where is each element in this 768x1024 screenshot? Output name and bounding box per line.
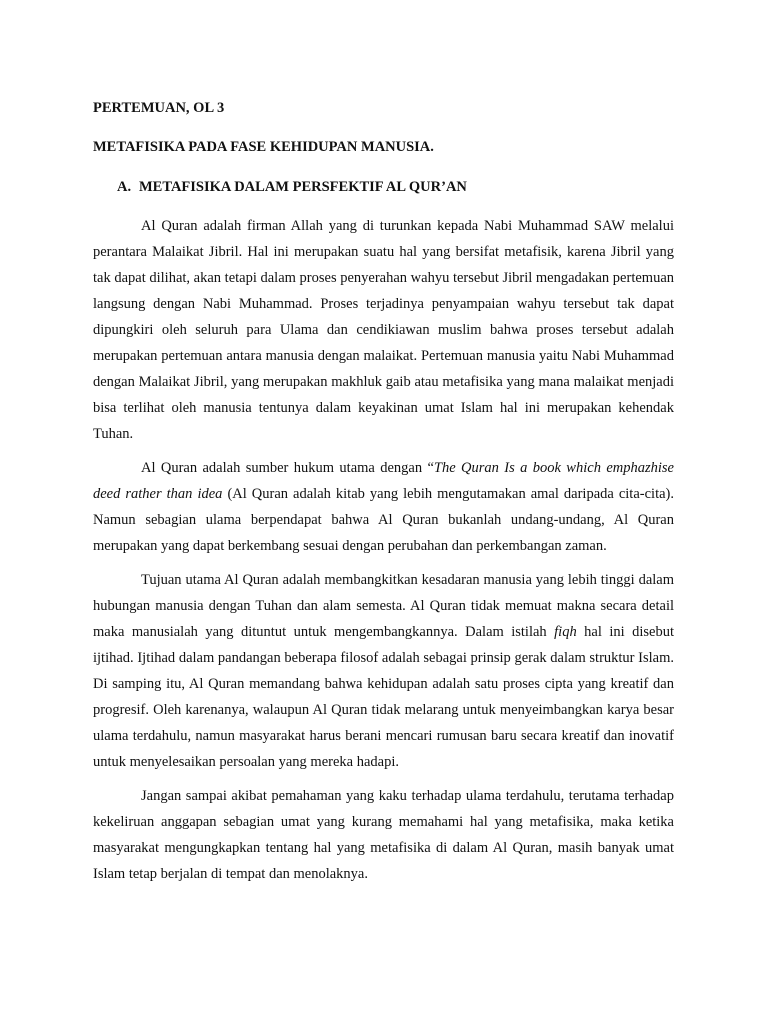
paragraph-3-rest: hal ini disebut ijtihad. Ijtihad dalam pandangan beberapa filosof adalah sebagai prinsip gerak dalam struktur Islam. Di samping itu, Al Quran memandang bahwa kehidupan adalah satu proses cipta yang kreatif dan progresif. Oleh karenanya, walaupun Al Quran tidak melarang untuk menyeimbangkan karya besar ulama terdahulu, namun masyarakat harus berani mencari rumusan baru secara kreatif dan inovatif untuk menyelesaikan persoalan yang mereka hadapi. — [93, 624, 674, 770]
document-title: METAFISIKA PADA FASE KEHIDUPAN MANUSIA. — [93, 139, 434, 155]
paragraph-1: Al Quran adalah firman Allah yang di turunkan kepada Nabi Muhammad SAW melalui perantara Malaikat Jibril. Hal ini merupakan suatu hal yang bersifat metafisik, karena Jibril yang tak dapat dilihat, akan tetapi dalam proses penyerahan wahyu tersebut Jibril mengadakan pertemuan langsung dengan Nabi Muhammad. Proses terjadinya penyampaian wahyu tersebut tak dapat dipungkiri oleh seluruh para Ulama dan cendikiawan muslim bahwa proses tersebut adalah merupakan pertemuan antara manusia dengan malaikat. Pertemuan manusia yaitu Nabi Muhammad dengan Malaikat Jibril, yang merupakan makhluk gaib atau metafisika yang mana malaikat menjadi bisa terlihat oleh manusia tentunya dalam keyakinan umat Islam hal ini merupakan kehendak Tuhan. — [93, 218, 674, 442]
section-heading — [93, 177, 674, 197]
meeting-label: PERTEMUAN, OL 3 — [93, 100, 225, 116]
paragraph-3-lead: Tujuan utama Al Quran adalah membangkitkan kesadaran manusia yang lebih tinggi dalam hubungan manusia dengan Tuhan dan alam semesta. Al Quran tidak memuat makna secara detail maka manusialah yang dituntut untuk mengembangkannya. Dalam istilah — [93, 572, 674, 640]
paragraph-4: Jangan sampai akibat pemahaman yang kaku terhadap ulama terdahulu, terutama terhadap kekeliruan anggapan sebagian umat yang kurang memahami hal yang metafisika, maka ketika masyarakat mengungkapkan tentang hal yang metafisika di dalam Al Quran, masih banyak umat Islam tetap berjalan di tempat dan menolaknya. — [93, 788, 674, 882]
paragraph-2-rest: (Al Quran adalah kitab yang lebih mengutamakan amal daripada cita-cita). Namun sebagian ulama berpendapat bahwa Al Quran bukanlah undang-undang, Al Quran merupakan yang dapat berkembang sesuai dengan perubahan dan perkembangan zaman. — [93, 486, 674, 554]
paragraph-2-lead: Al Quran adalah sumber hukum utama dengan “ — [141, 460, 434, 476]
paragraph-2-quote: The Quran Is a book which emphazhise deed rather than idea — [93, 460, 674, 502]
section-letter: A. — [117, 179, 132, 195]
paragraph-3 — [93, 567, 674, 775]
document-page — [93, 98, 674, 887]
paragraph-2 — [93, 455, 674, 559]
paragraph-3-term: fiqh — [554, 624, 577, 640]
section-heading-text: METAFISIKA DALAM PERSFEKTIF AL QUR’AN — [139, 179, 467, 195]
